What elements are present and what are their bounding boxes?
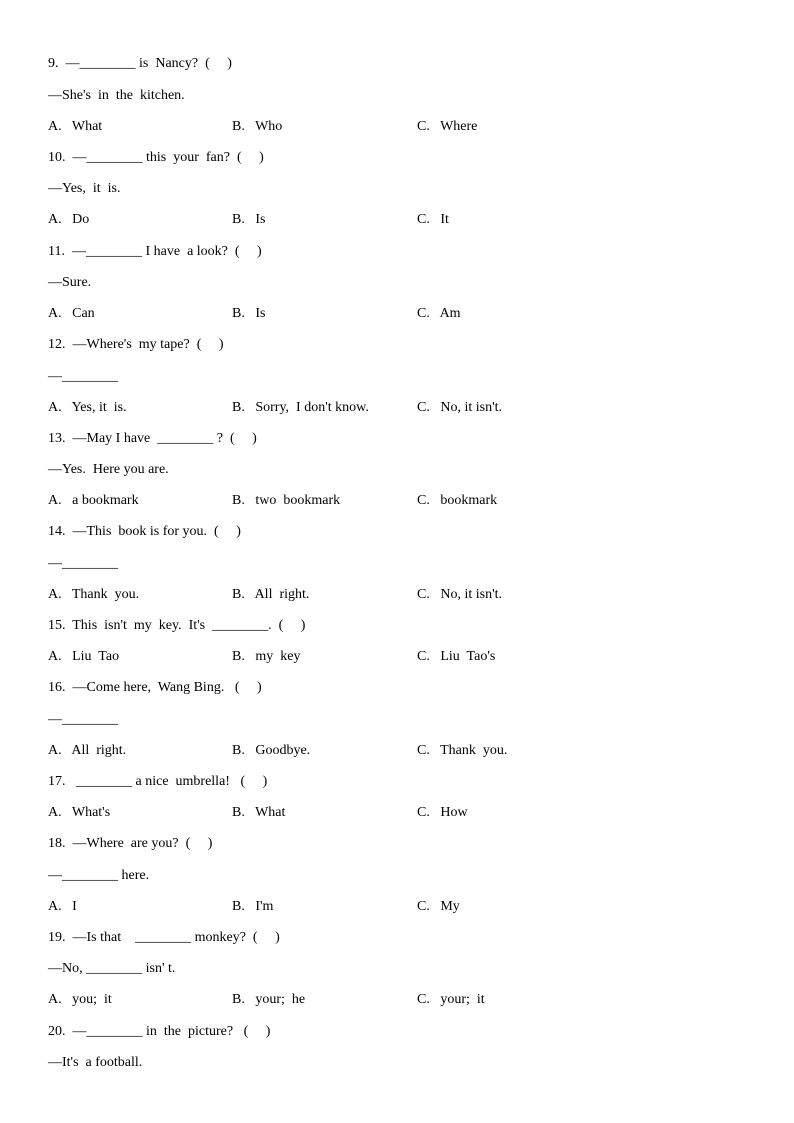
question-9-response: —She's in the kitchen. <box>48 88 185 103</box>
question-9-option-b[interactable]: B. Who <box>232 119 283 134</box>
question-16-option-b[interactable]: B. Goodbye. <box>232 743 311 758</box>
question-17-prompt: 17. ________ a nice umbrella! ( ) <box>48 774 268 789</box>
question-11-response: —Sure. <box>48 275 92 290</box>
question-20-prompt: 20. —________ in the picture? ( ) <box>48 1024 271 1039</box>
question-15-prompt: 15. This isn't my key. It's ________. ( ) <box>48 618 306 633</box>
question-11-option-b[interactable]: B. Is <box>232 306 266 321</box>
question-16-response: —________ <box>48 712 118 727</box>
question-15-option-b[interactable]: B. my key <box>232 649 301 664</box>
question-13-response: —Yes. Here you are. <box>48 462 169 477</box>
question-11-option-c[interactable]: C. Am <box>417 306 461 321</box>
question-13-option-b[interactable]: B. two bookmark <box>232 493 341 508</box>
question-16-option-c[interactable]: C. Thank you. <box>417 743 508 758</box>
question-13-option-c[interactable]: C. bookmark <box>417 493 498 508</box>
question-16-prompt: 16. —Come here, Wang Bing. ( ) <box>48 680 262 695</box>
question-14-prompt: 14. —This book is for you. ( ) <box>48 524 241 539</box>
question-12-prompt: 12. —Where's my tape? ( ) <box>48 337 224 352</box>
question-15-option-a[interactable]: A. Liu Tao <box>48 649 120 664</box>
question-13-prompt: 13. —May I have ________ ? ( ) <box>48 431 257 446</box>
question-20-response: —It's a football. <box>48 1055 143 1070</box>
question-12-option-a[interactable]: A. Yes, it is. <box>48 400 127 415</box>
question-14-option-c[interactable]: C. No, it isn't. <box>417 587 502 602</box>
question-10-prompt: 10. —________ this your fan? ( ) <box>48 150 264 165</box>
question-10-option-c[interactable]: C. It <box>417 212 449 227</box>
question-17-option-a[interactable]: A. What's <box>48 805 111 820</box>
question-18-option-c[interactable]: C. My <box>417 899 460 914</box>
question-19-response: —No, ________ isn' t. <box>48 961 176 976</box>
question-19-option-b[interactable]: B. your; he <box>232 992 306 1007</box>
question-14-option-b[interactable]: B. All right. <box>232 587 310 602</box>
question-18-prompt: 18. —Where are you? ( ) <box>48 836 213 851</box>
question-18-option-b[interactable]: B. I'm <box>232 899 274 914</box>
question-13-option-a[interactable]: A. a bookmark <box>48 493 139 508</box>
question-10-response: —Yes, it is. <box>48 181 121 196</box>
question-19-prompt: 19. —Is that ________ monkey? ( ) <box>48 930 280 945</box>
question-12-option-c[interactable]: C. No, it isn't. <box>417 400 502 415</box>
question-17-option-b[interactable]: B. What <box>232 805 286 820</box>
question-9-option-a[interactable]: A. What <box>48 119 103 134</box>
question-9-prompt: 9. —________ is Nancy? ( ) <box>48 56 232 71</box>
question-17-option-c[interactable]: C. How <box>417 805 468 820</box>
question-18-response: —________ here. <box>48 868 150 883</box>
question-19-option-a[interactable]: A. you; it <box>48 992 112 1007</box>
question-10-option-a[interactable]: A. Do <box>48 212 90 227</box>
question-10-option-b[interactable]: B. Is <box>232 212 266 227</box>
question-11-prompt: 11. —________ I have a look? ( ) <box>48 244 262 259</box>
question-14-response: —________ <box>48 556 118 571</box>
question-12-response: —________ <box>48 369 118 384</box>
question-11-option-a[interactable]: A. Can <box>48 306 95 321</box>
question-14-option-a[interactable]: A. Thank you. <box>48 587 140 602</box>
question-12-option-b[interactable]: B. Sorry, I don't know. <box>232 400 369 415</box>
question-16-option-a[interactable]: A. All right. <box>48 743 127 758</box>
question-18-option-a[interactable]: A. I <box>48 899 77 914</box>
question-9-option-c[interactable]: C. Where <box>417 119 478 134</box>
question-19-option-c[interactable]: C. your; it <box>417 992 485 1007</box>
question-15-option-c[interactable]: C. Liu Tao's <box>417 649 496 664</box>
